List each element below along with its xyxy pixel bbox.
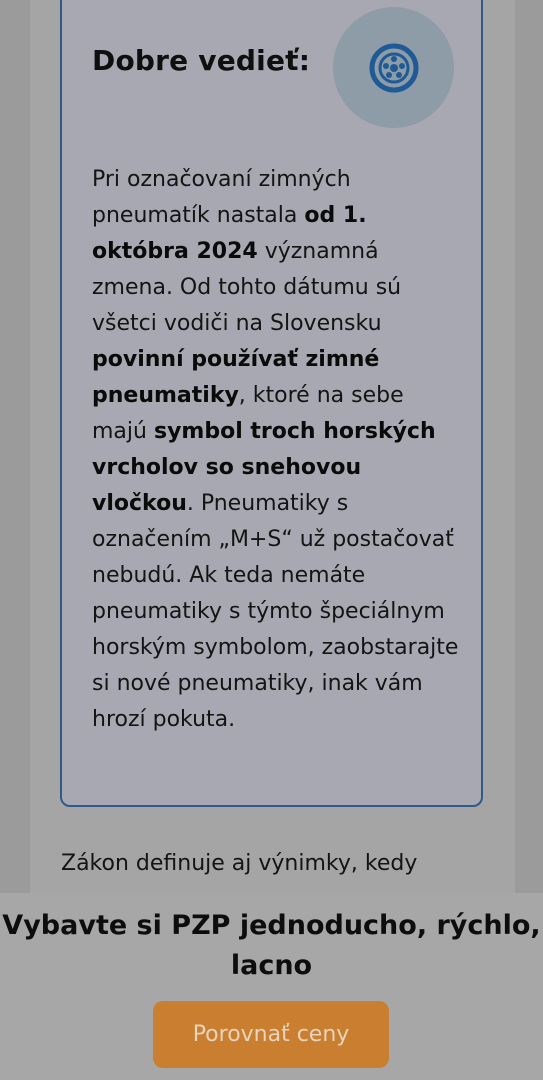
paragraph-segment: , ktoré na sebe majú [92,383,404,444]
tire-icon [369,43,419,93]
paragraph-segment: . Pneumatiky s označením „M+S“ už postačovať nebudú. Ak teda nemáte pneumatiky s týmto špeciálnym horským symbolom, zaobstarajte si nové pneumatiky, inak vám hrozí pokuta. [92,491,459,732]
paragraph-segment: Pri označovaní zimných pneumatík nastala [92,167,351,228]
following-paragraph: Zákon definuje aj výnimky, kedy [61,851,418,876]
card-paragraph [92,162,464,738]
icon-badge [333,7,454,128]
paragraph-emphasis: od 1. októbra 2024 [92,203,367,264]
paragraph-emphasis: symbol troch horských vrcholov so snehovou vločkou [92,419,436,516]
compare-prices-button[interactable]: Porovnať ceny [153,1001,389,1068]
card-title: Dobre vedieť: [92,44,311,77]
paragraph-segment: významná zmena. Od tohto dátumu sú všetci vodiči na Slovensku [92,239,402,336]
cta-title: Vybavte si PZP jednoducho, rýchlo, lacno [2,910,541,981]
paragraph-emphasis: povinní používať zimné pneumatiky [92,347,380,408]
